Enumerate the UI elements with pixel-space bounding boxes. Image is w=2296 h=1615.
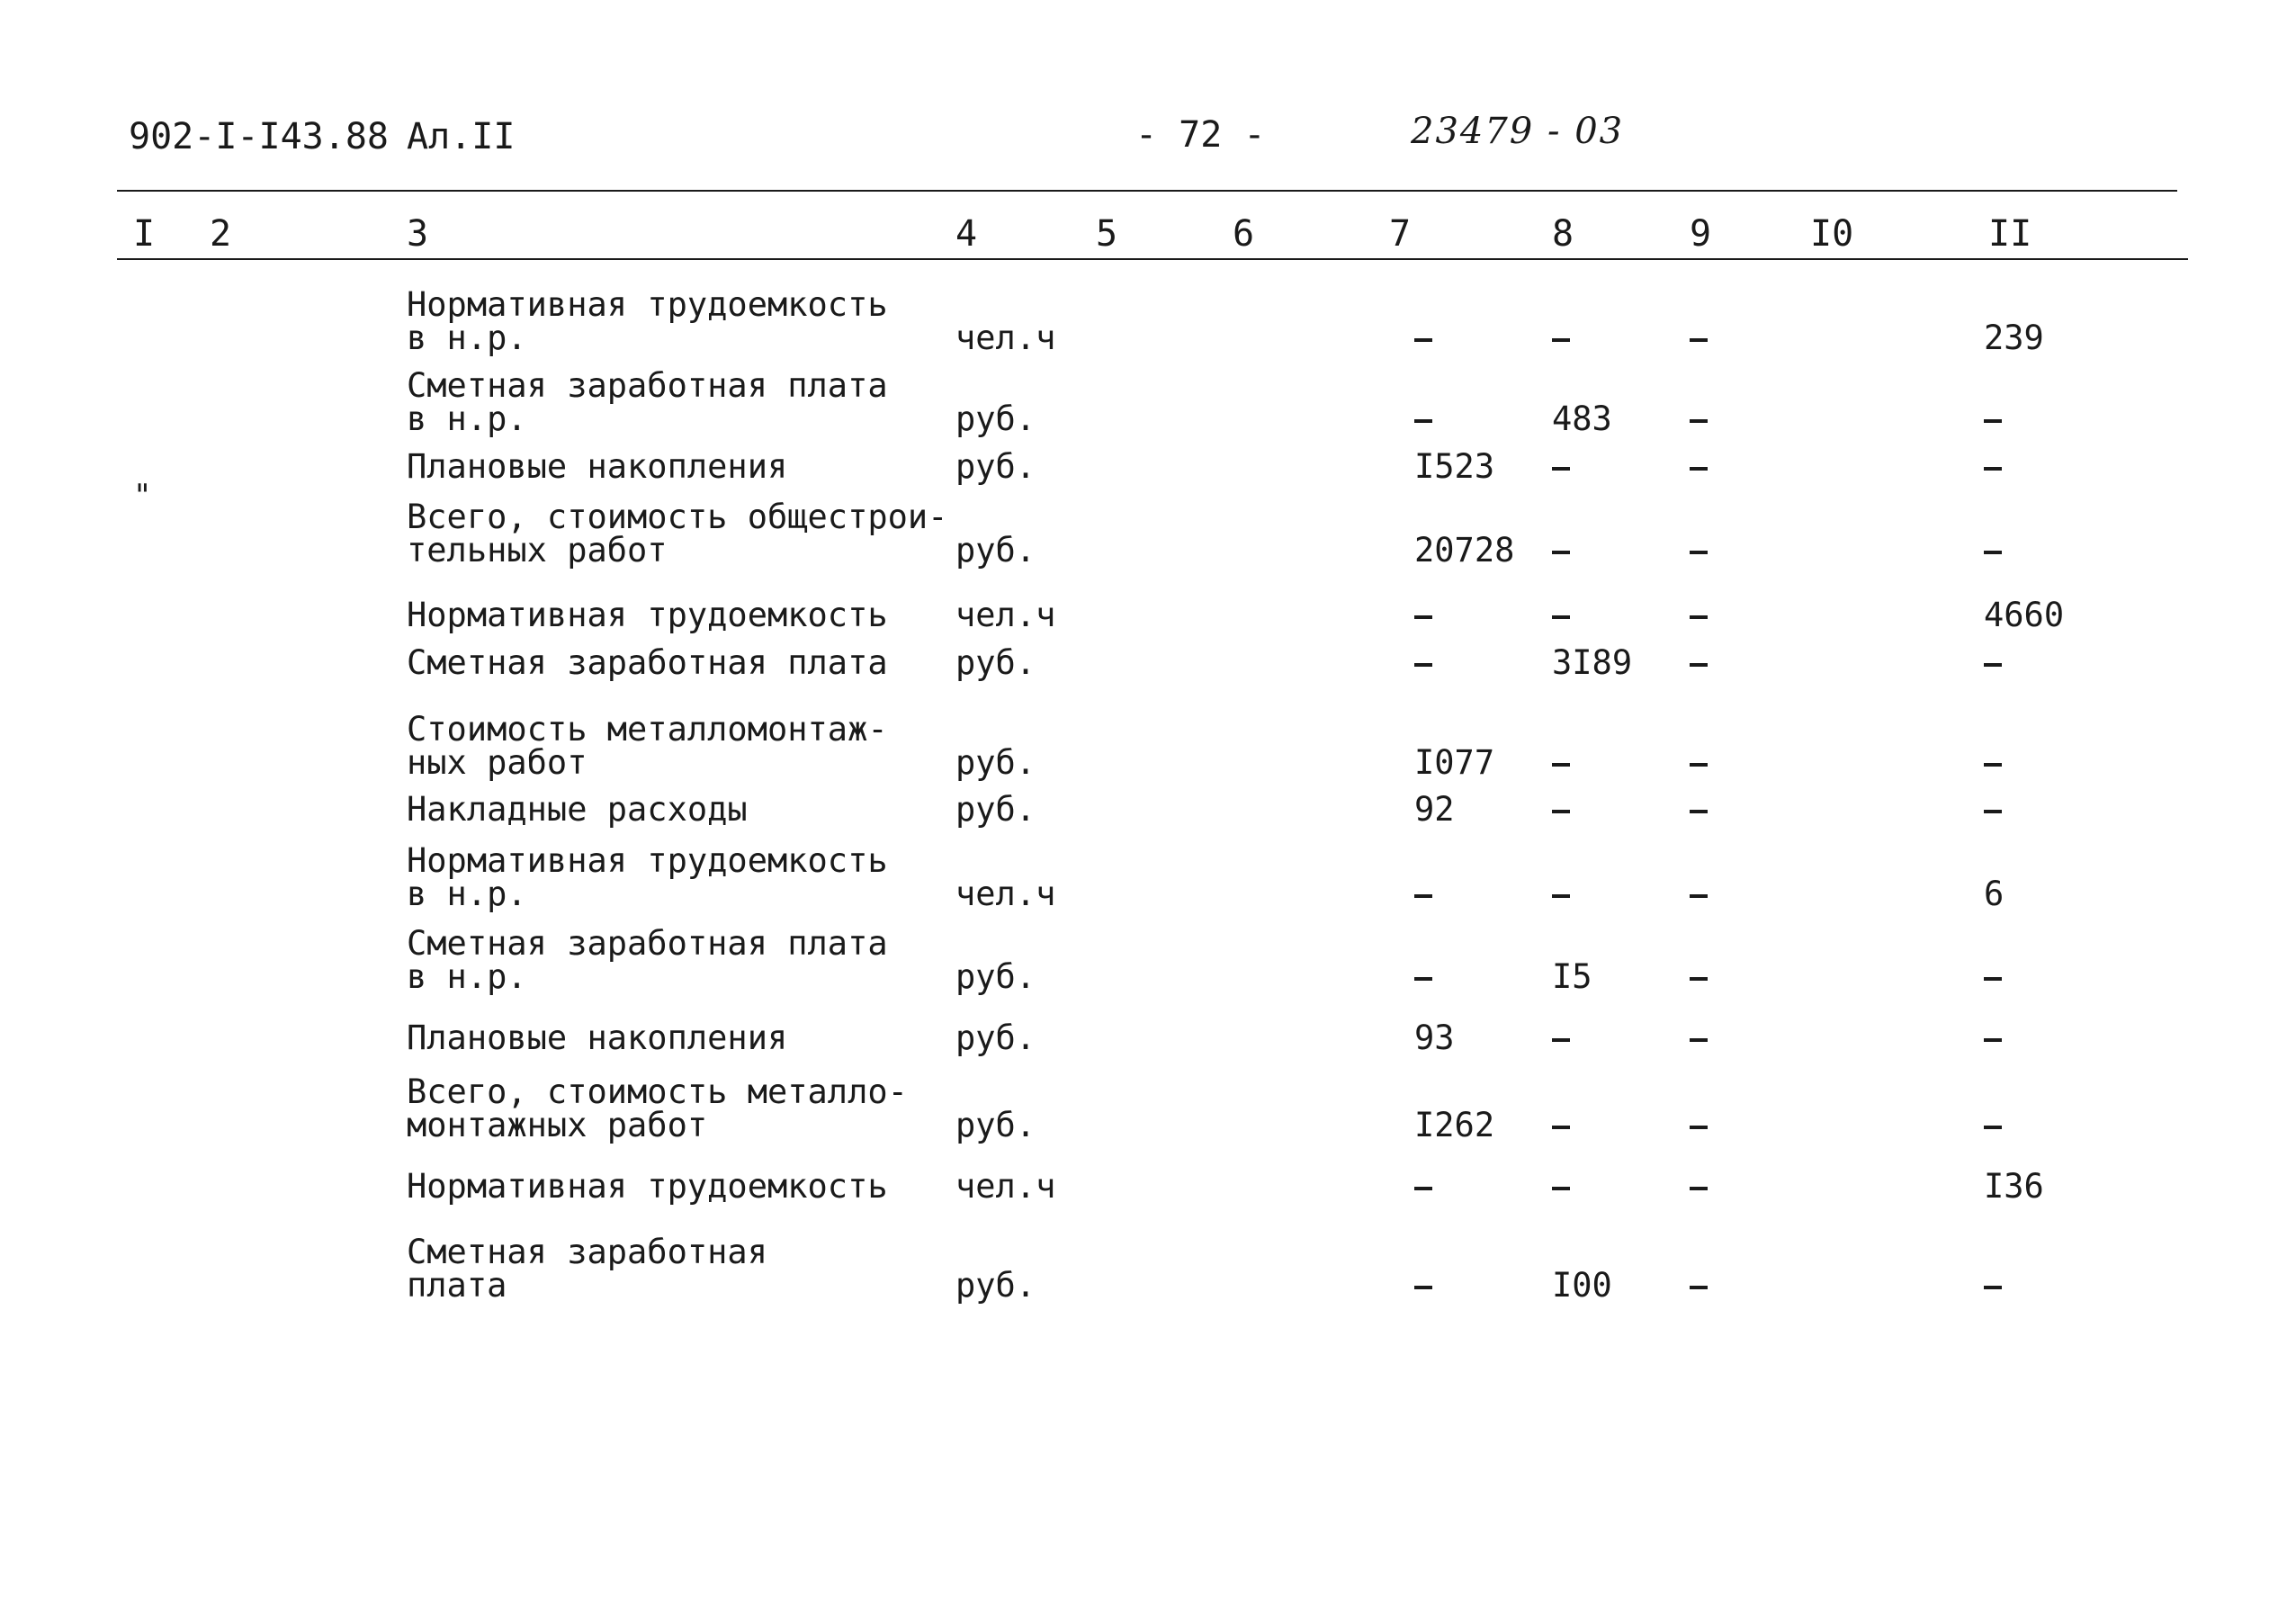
column-number: 8 <box>1552 213 1574 255</box>
row-description: Плановые накопления <box>407 1018 788 1057</box>
dash-mark <box>1690 551 1708 554</box>
row-unit: руб. <box>955 743 1036 782</box>
column-number: II <box>1988 213 2032 255</box>
row-description: Нормативная трудоемкость <box>407 841 888 880</box>
cell-col-11 <box>1984 534 2002 567</box>
dash-mark <box>1414 338 1432 342</box>
dash-mark <box>1984 977 2002 981</box>
dash-mark <box>1690 1286 1708 1289</box>
dash-mark <box>1552 338 1570 342</box>
cell-col-11: I36 <box>1984 1167 2044 1206</box>
row-unit: руб. <box>955 643 1036 682</box>
row-description: Нормативная трудоемкость <box>407 596 888 634</box>
column-number: 4 <box>955 213 978 255</box>
row-description-continued: в н.р. <box>407 399 527 438</box>
row-description: Накладные расходы <box>407 790 748 829</box>
row-description-continued: в н.р. <box>407 957 527 996</box>
cell-col-8 <box>1552 1108 1570 1142</box>
row-unit: руб. <box>955 1266 1036 1305</box>
cell-col-8 <box>1552 534 1570 567</box>
dash-mark <box>1690 763 1708 767</box>
dash-mark <box>1552 1126 1570 1129</box>
dash-mark <box>1552 1038 1570 1042</box>
cell-col-8 <box>1552 598 1570 632</box>
cell-col-11: 239 <box>1984 319 2044 357</box>
dash-mark <box>1984 467 2002 471</box>
dash-mark <box>1984 551 2002 554</box>
dash-mark <box>1690 419 1708 423</box>
cell-col-11 <box>1984 450 2002 483</box>
row-description-continued: монтажных работ <box>407 1106 708 1144</box>
cell-col-7 <box>1414 646 1432 679</box>
row-description: Сметная заработная <box>407 1233 767 1271</box>
cell-col-7: 92 <box>1414 790 1455 829</box>
dash-mark <box>1414 663 1432 667</box>
cell-col-11 <box>1984 402 2002 435</box>
row-unit: руб. <box>955 447 1036 486</box>
cell-col-9 <box>1690 450 1708 483</box>
cell-col-8: I5 <box>1552 957 1592 996</box>
page-number: - 72 - <box>1135 114 1266 156</box>
cell-col-9 <box>1690 877 1708 911</box>
dash-mark <box>1984 1126 2002 1129</box>
cell-col-9 <box>1690 1170 1708 1203</box>
dash-mark <box>1690 663 1708 667</box>
row-description-continued: плата <box>407 1266 507 1305</box>
cell-col-9 <box>1690 793 1708 826</box>
row-unit: руб. <box>955 531 1036 570</box>
cell-col-7 <box>1414 402 1432 435</box>
column-number: I <box>133 213 156 255</box>
cell-col-8 <box>1552 877 1570 911</box>
row-description-continued: ных работ <box>407 743 587 782</box>
row-description: Стоимость металломонтаж- <box>407 710 888 749</box>
dash-mark <box>1690 810 1708 813</box>
ditto-mark: " <box>133 478 152 514</box>
cell-col-7: I077 <box>1414 743 1495 782</box>
cell-col-9 <box>1690 1021 1708 1054</box>
dash-mark <box>1414 1286 1432 1289</box>
cell-col-11 <box>1984 1108 2002 1142</box>
cell-col-7: 20728 <box>1414 531 1515 570</box>
dash-mark <box>1414 977 1432 981</box>
cell-col-8 <box>1552 1021 1570 1054</box>
dash-mark <box>1984 1286 2002 1289</box>
cell-col-9 <box>1690 960 1708 993</box>
dash-mark <box>1690 467 1708 471</box>
column-number: 3 <box>407 213 429 255</box>
dash-mark <box>1984 419 2002 423</box>
row-description: Нормативная трудоемкость <box>407 1167 888 1206</box>
row-description: Сметная заработная плата <box>407 924 888 963</box>
column-number: 9 <box>1690 213 1712 255</box>
cell-col-8 <box>1552 746 1570 779</box>
cell-col-9 <box>1690 402 1708 435</box>
dash-mark <box>1552 467 1570 471</box>
row-unit: чел.ч <box>955 319 1056 357</box>
cell-col-7 <box>1414 321 1432 354</box>
cell-col-7 <box>1414 1269 1432 1302</box>
cell-col-7 <box>1414 960 1432 993</box>
row-description: Сметная заработная плата <box>407 366 888 405</box>
cell-col-11: 6 <box>1984 875 2005 913</box>
row-unit: чел.ч <box>955 875 1056 913</box>
dash-mark <box>1984 1038 2002 1042</box>
dash-mark <box>1984 763 2002 767</box>
row-unit: руб. <box>955 1106 1036 1144</box>
cell-col-11: 4660 <box>1984 596 2065 634</box>
row-description-continued: в н.р. <box>407 875 527 913</box>
dash-mark <box>1690 1126 1708 1129</box>
cell-col-11 <box>1984 960 2002 993</box>
cell-col-8 <box>1552 1170 1570 1203</box>
cell-col-9 <box>1690 598 1708 632</box>
cell-col-8 <box>1552 793 1570 826</box>
top-rule <box>117 190 2177 192</box>
dash-mark <box>1690 894 1708 898</box>
cell-col-11 <box>1984 1021 2002 1054</box>
column-number: 5 <box>1096 213 1118 255</box>
cell-col-8 <box>1552 450 1570 483</box>
cell-col-9 <box>1690 646 1708 679</box>
cell-col-9 <box>1690 1269 1708 1302</box>
row-description-continued: тельных работ <box>407 531 668 570</box>
row-description-continued: в н.р. <box>407 319 527 357</box>
row-unit: руб. <box>955 399 1036 438</box>
cell-col-9 <box>1690 534 1708 567</box>
dash-mark <box>1690 615 1708 619</box>
cell-col-9 <box>1690 321 1708 354</box>
cell-col-8: 483 <box>1552 399 1612 438</box>
handwritten-document-number: 23479 - 03 <box>1411 111 1625 152</box>
cell-col-7 <box>1414 877 1432 911</box>
dash-mark <box>1414 419 1432 423</box>
dash-mark <box>1552 763 1570 767</box>
column-number: I0 <box>1810 213 1854 255</box>
row-description: Нормативная трудоемкость <box>407 285 888 324</box>
cell-col-7: 93 <box>1414 1018 1455 1057</box>
cell-col-7: I523 <box>1414 447 1495 486</box>
row-description: Плановые накопления <box>407 447 788 486</box>
dash-mark <box>1552 615 1570 619</box>
dash-mark <box>1552 810 1570 813</box>
row-unit: чел.ч <box>955 1167 1056 1206</box>
row-unit: руб. <box>955 1018 1036 1057</box>
header-rule <box>117 258 2188 260</box>
cell-col-8: I00 <box>1552 1266 1612 1305</box>
dash-mark <box>1984 810 2002 813</box>
row-description: Всего, стоимость металло- <box>407 1072 908 1111</box>
dash-mark <box>1690 977 1708 981</box>
dash-mark <box>1552 1187 1570 1190</box>
cell-col-8: 3I89 <box>1552 643 1633 682</box>
cell-col-7 <box>1414 1170 1432 1203</box>
sheet-label: Ал.II <box>407 116 516 157</box>
dash-mark <box>1414 894 1432 898</box>
dash-mark <box>1414 1187 1432 1190</box>
row-unit: руб. <box>955 790 1036 829</box>
cell-col-7: I262 <box>1414 1106 1495 1144</box>
dash-mark <box>1690 338 1708 342</box>
dash-mark <box>1552 551 1570 554</box>
cell-col-9 <box>1690 1108 1708 1142</box>
cell-col-11 <box>1984 1269 2002 1302</box>
cell-col-11 <box>1984 793 2002 826</box>
row-unit: руб. <box>955 957 1036 996</box>
cell-col-9 <box>1690 746 1708 779</box>
column-number: 7 <box>1389 213 1412 255</box>
dash-mark <box>1690 1187 1708 1190</box>
row-unit: чел.ч <box>955 596 1056 634</box>
dash-mark <box>1414 615 1432 619</box>
dash-mark <box>1690 1038 1708 1042</box>
cell-col-11 <box>1984 746 2002 779</box>
dash-mark <box>1984 663 2002 667</box>
cell-col-11 <box>1984 646 2002 679</box>
column-number: 2 <box>210 213 232 255</box>
dash-mark <box>1552 894 1570 898</box>
row-description: Сметная заработная плата <box>407 643 888 682</box>
row-description: Всего, стоимость общестрои- <box>407 498 948 536</box>
cell-col-7 <box>1414 598 1432 632</box>
document-code: 902-I-I43.88 <box>129 116 389 157</box>
column-number: 6 <box>1233 213 1255 255</box>
cell-col-8 <box>1552 321 1570 354</box>
